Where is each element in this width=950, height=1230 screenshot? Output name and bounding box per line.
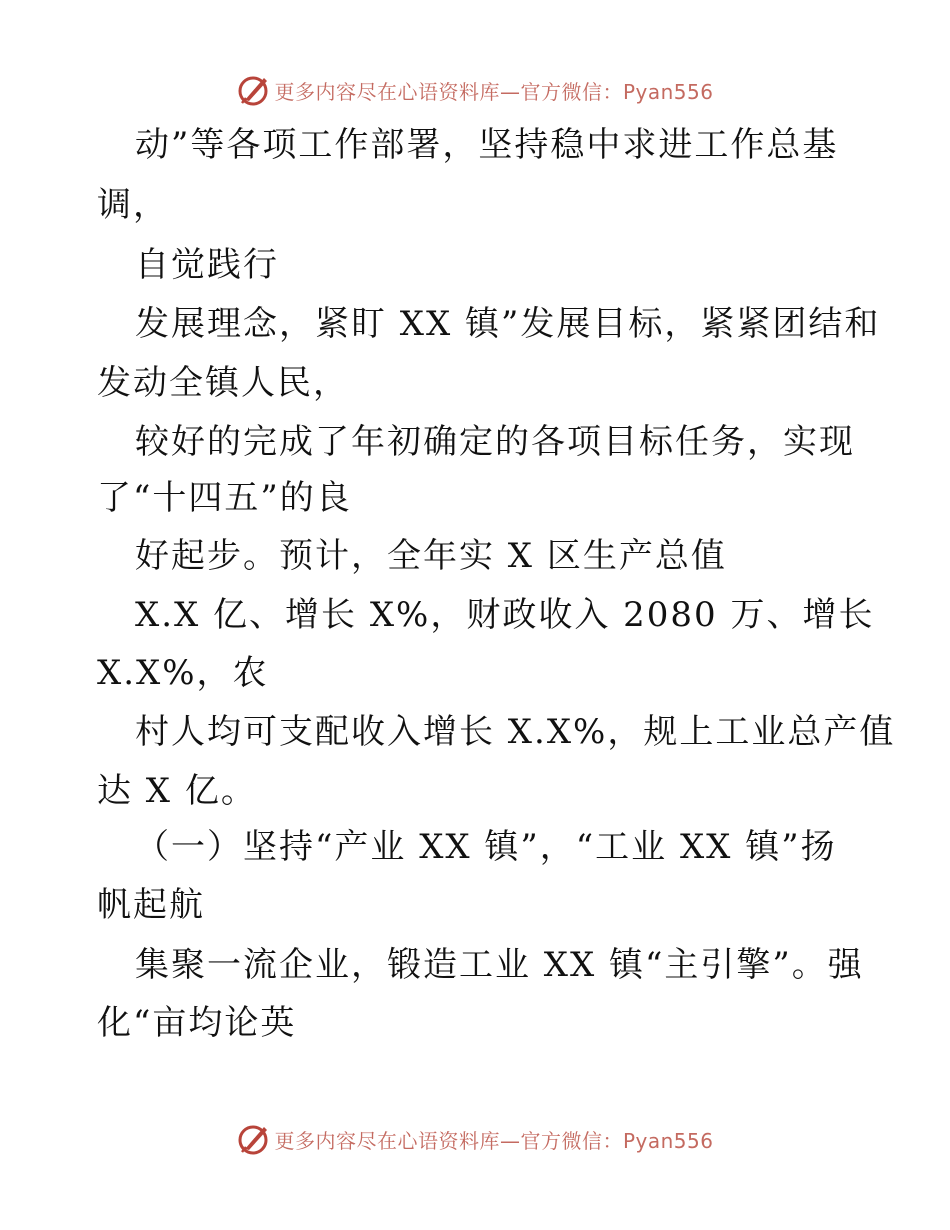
text-line: X.X 亿、增长 X%，财政收入 2080 万、增长 <box>135 595 875 635</box>
text-line: 集聚一流企业，锻造工业 XX 镇“主引擎”。强 <box>135 945 864 985</box>
text-line: 化“亩均论英 <box>97 1003 297 1043</box>
text-line: 好起步。预计，全年实 X 区生产总值 <box>135 536 727 576</box>
text-line: 调， <box>97 185 169 225</box>
quill-logo-icon <box>236 1121 272 1157</box>
text-line: 自觉践行 <box>135 245 279 285</box>
text-line: 村人均可支配收入增长 X.X%，规上工业总产值 <box>135 712 896 752</box>
text-line: 帆起航 <box>97 885 205 925</box>
text-line: X.X%，农 <box>97 653 269 693</box>
text-line: 了“十四五”的良 <box>97 478 352 518</box>
text-line: （一）坚持“产业 XX 镇”，“工业 XX 镇”扬 <box>135 827 837 867</box>
watermark-footer <box>0 1121 950 1157</box>
text-line: 达 X 亿。 <box>97 771 257 811</box>
watermark-text: 更多内容尽在心语资料库—官方微信：Pyan556 <box>274 1128 714 1153</box>
watermark-text: 更多内容尽在心语资料库—官方微信：Pyan556 <box>274 79 714 104</box>
text-line: 发展理念，紧盯 XX 镇”发展目标，紧紧团结和 <box>135 304 881 344</box>
text-line: 发动全镇人民， <box>97 363 349 403</box>
text-line: 较好的完成了年初确定的各项目标任务，实现 <box>135 422 855 462</box>
text-line: 动”等各项工作部署，坚持稳中求进工作总基 <box>135 125 839 165</box>
